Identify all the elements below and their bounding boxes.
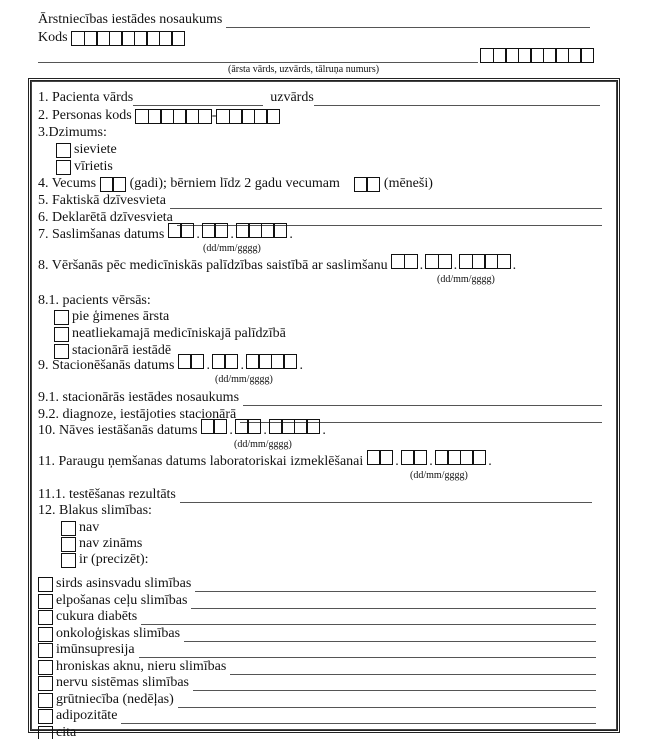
sample-date-label: 11. Paraugu ņemšanas datums laboratoriskai izmeklēšanai [38,454,364,469]
digit-box[interactable] [283,354,297,369]
month-boxes[interactable] [212,354,239,369]
year-boxes[interactable] [435,450,487,465]
month-boxes[interactable] [425,254,452,269]
digit-box[interactable] [112,177,126,192]
dot: . [395,454,399,469]
date-format-caption: (dd/mm/gggg) [234,439,292,450]
doctor-field[interactable] [38,48,478,63]
option-label: nav zināms [79,536,143,551]
checkbox[interactable] [61,553,76,568]
sample-date-row [38,452,494,470]
patient-turned-label: 8.1. pacients vērsās: [38,293,151,308]
dot: . [429,454,433,469]
day-boxes[interactable] [391,254,418,269]
comorbidity-label: cita [56,724,77,739]
personal-code-row [38,106,280,124]
digit-box[interactable] [306,419,320,434]
dot: . [488,454,492,469]
digit-box[interactable] [214,223,228,238]
dot: . [196,227,200,242]
illness-date-row [38,225,295,243]
checkbox[interactable] [38,726,53,739]
care-date-label: 8. Vēršanās pēc medicīniskās palīdzības saistībā ar saslimšanu [38,258,388,273]
dot: . [229,423,233,438]
month-boxes[interactable] [202,223,229,238]
comorbidity-label: imūnsupresija [56,642,135,657]
dot: . [289,227,293,242]
dot: . [230,227,234,242]
actual-residence-row [38,191,602,209]
dot: . [299,358,303,373]
age-months-label: (mēneši) [383,176,433,191]
comorbidity-item [38,640,596,658]
checkbox[interactable] [56,143,71,158]
age-years-boxes[interactable] [100,177,127,192]
hospital-name-row [38,388,602,406]
month-boxes[interactable] [235,419,262,434]
declared-residence-label: 6. Deklarētā dzīvesvieta [38,210,173,225]
option-emergency[interactable] [54,324,286,342]
dot: . [240,358,244,373]
female-label: sieviete [74,142,117,157]
illness-date-boxes[interactable] [168,223,295,243]
age-row [38,174,433,192]
dot: . [206,358,210,373]
year-boxes[interactable] [236,223,288,238]
day-boxes[interactable] [367,450,394,465]
comorbidity-label: grūtniecība (nedēļas) [56,691,174,707]
dot: . [512,258,517,273]
comorbidity-yes[interactable] [61,550,149,568]
digit-box[interactable] [247,419,261,434]
surname-field[interactable] [314,91,600,106]
personal-code-boxes-2[interactable] [216,109,280,124]
patient-name-field[interactable] [133,91,263,106]
institution-name-row [38,10,590,28]
comorbidities-label: 12. Blakus slimības: [38,503,152,518]
checkbox[interactable] [56,160,71,175]
digit-box[interactable] [266,109,280,124]
comorbidity-item [38,723,596,739]
gender-female[interactable] [56,140,117,158]
comorbidity-label: hroniskas aknu, nieru slimības [56,658,227,674]
test-result-field[interactable] [180,488,592,503]
year-boxes[interactable] [459,254,511,269]
age-months-boxes[interactable] [354,177,381,192]
doctor-caption: (ārsta vārds, uzvārds, tālruņa numurs) [228,64,380,75]
age-years-label: (gadi); bērniem līdz 2 gadu vecumam [129,176,340,191]
actual-residence-field[interactable] [170,194,602,209]
option-label: nav [79,520,100,535]
dot: . [453,258,458,273]
personal-code-boxes-1[interactable] [135,109,212,124]
digit-box[interactable] [366,177,380,192]
declared-residence-row [38,208,602,226]
code-label: Kods [38,30,68,45]
comorbidity-label: onkoloģiskas slimības [56,625,181,641]
comorbidity-item [38,690,596,708]
comorbidity-item [38,706,596,724]
age-label: 4. Vecums [38,176,97,191]
doctor-row [38,45,594,63]
actual-residence-label: 5. Faktiskā dzīvesvieta [38,193,166,208]
hospital-name-label: 9.1. stacionārās iestādes nosaukums [38,390,240,405]
digit-box[interactable] [180,223,194,238]
day-boxes[interactable] [178,354,205,369]
digit-box[interactable] [438,254,452,269]
date-format-caption: (dd/mm/gggg) [437,274,495,285]
digit-box[interactable] [224,354,238,369]
option-family-doctor[interactable] [54,307,169,325]
day-boxes[interactable] [201,419,228,434]
patient-name-label: 1. Pacienta vārds [38,90,134,105]
death-date-row [38,421,328,439]
digit-box[interactable] [404,254,418,269]
date-format-caption: (dd/mm/gggg) [410,470,468,481]
month-boxes[interactable] [401,450,428,465]
sample-date-boxes[interactable] [367,450,494,470]
hospital-name-field[interactable] [243,391,602,406]
comorbidity-item [38,624,596,642]
digit-box[interactable] [580,48,594,63]
digit-box[interactable] [213,419,227,434]
hospitalization-date-row [38,356,305,374]
gender-male[interactable] [56,157,113,175]
death-date-boxes[interactable] [201,419,328,439]
comorbidity-label: elpošanas ceļu slimības [56,592,188,608]
test-result-label: 11.1. testēšanas rezultāts [38,487,176,502]
comorbidity-item [38,574,596,592]
digit-box[interactable] [472,450,486,465]
care-date-boxes[interactable] [391,254,518,274]
dot: . [419,258,424,273]
digit-box[interactable] [413,450,427,465]
code-boxes[interactable] [71,31,185,46]
comorbidity-label: nervu sistēmas slimības [56,675,189,690]
dot: . [322,423,326,438]
doctor-code-boxes[interactable] [480,48,594,63]
checkbox[interactable] [54,327,69,342]
institution-label: Ārstniecības iestādes nosaukums [38,12,223,27]
option-label: stacionārā iestādē [72,343,172,358]
dot: . [263,423,267,438]
comorbidity-label: adipozitāte [56,708,118,723]
digit-box[interactable] [190,354,204,369]
gender-label: 3.Dzimums: [38,125,107,140]
illness-date-label: 7. Saslimšanas datums [38,227,165,242]
digit-box[interactable] [379,450,393,465]
day-boxes[interactable] [168,223,195,238]
digit-box[interactable] [171,31,185,46]
surname-label: uzvārds [270,90,314,105]
checkbox[interactable] [54,310,69,325]
digit-box[interactable] [497,254,511,269]
year-boxes[interactable] [246,354,298,369]
option-label: neatliekamajā medicīniskajā palīdzībā [72,326,286,341]
personal-code-label: 2. Personas kods [38,108,132,123]
comorbidity-label: cukura diabēts [56,609,138,624]
comorbidity-item [38,657,596,675]
hospitalization-date-boxes[interactable] [178,354,305,374]
patient-name-row [38,88,600,106]
dash: - [211,108,217,123]
diagnosis-label: 9.2. diagnoze, iestājoties stacionārā [38,407,237,422]
comorbidity-item [38,673,596,691]
code-row [38,28,185,46]
death-date-label: 10. Nāves iestāšanās datums [38,423,198,438]
digit-box[interactable] [273,223,287,238]
date-format-caption: (dd/mm/gggg) [203,243,261,254]
comorbidity-item [38,607,596,625]
date-format-caption: (dd/mm/gggg) [215,374,273,385]
option-label: ir (precizēt): [79,552,149,567]
comorbidity-label: sirds asinsvadu slimības [56,576,192,591]
comorbidity-item [38,591,596,609]
hospitalization-date-label: 9. Stacionēšanās datums [38,358,175,373]
male-label: vīrietis [74,159,113,174]
year-boxes[interactable] [269,419,321,434]
care-date-row [38,256,518,274]
institution-name-field[interactable] [226,13,590,28]
digit-box[interactable] [198,109,212,124]
option-label: pie ģimenes ārsta [72,309,170,324]
